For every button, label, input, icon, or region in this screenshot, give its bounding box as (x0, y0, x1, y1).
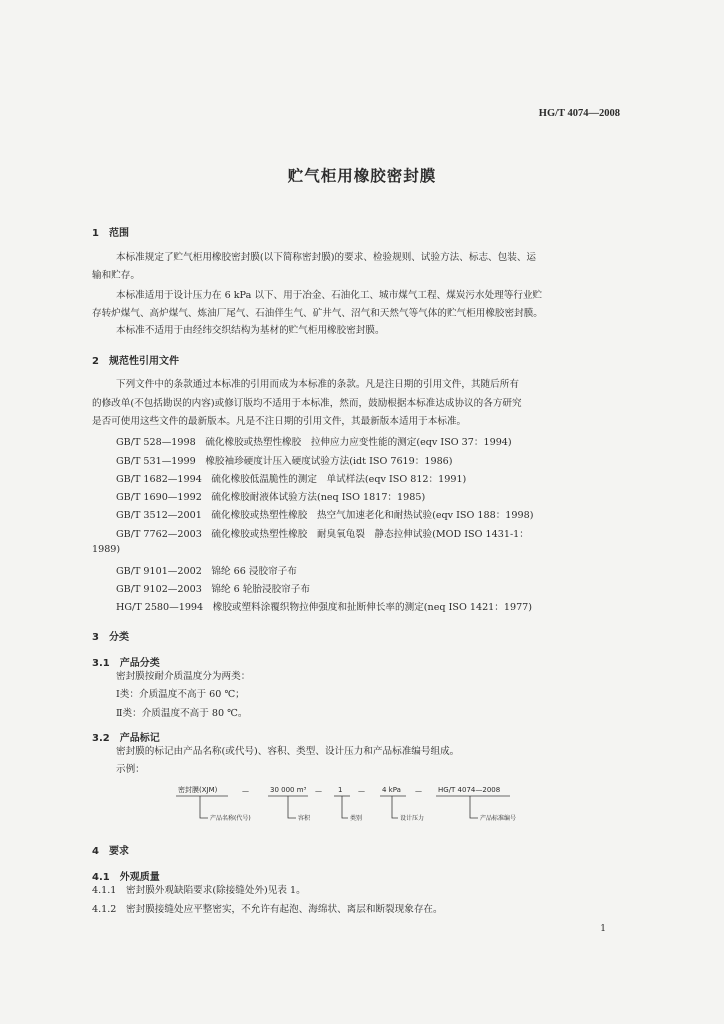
section-1-paragraph-3: 本标准不适用于由经纬交织结构为基材的贮气柜用橡胶密封膜。 (116, 325, 385, 336)
reference-item: GB/T 531—1999 橡胶袖珍硬度计压入硬度试验方法(idt ISO 7619：1986) (116, 456, 453, 467)
standard-code-header: HG/T 4074—2008 (538, 108, 620, 119)
document-title: 贮气柜用橡胶密封膜 (287, 167, 437, 185)
section-2-paragraph-a: 下列文件中的条款通过本标准的引用而成为本标准的条款。凡是注日期的引用文件，其随后所有 (116, 379, 519, 390)
section-3-1-class-2: Ⅱ类：介质温度不高于 80 ℃。 (116, 708, 248, 719)
section-4-1-1: 4.1.1 密封膜外观缺陷要求(除接缝处外)见表 1。 (92, 885, 306, 896)
marking-dash: — (315, 787, 322, 795)
section-1-heading: 1 范围 (92, 228, 129, 239)
reference-item: GB/T 9102—2003 锦纶 6 轮胎浸胶帘子布 (116, 584, 310, 595)
label-standard: 产品标准编号 (480, 815, 517, 822)
section-3-1-class-1: Ⅰ类：介质温度不高于 60 ℃； (116, 689, 245, 700)
page-number: 1 (600, 924, 606, 934)
section-3-2-example-label: 示例： (116, 764, 145, 775)
marking-dash: — (415, 787, 422, 795)
reference-item: HG/T 2580—1994 橡胶或塑料涂覆织物拉伸强度和扯断伸长率的测定(neq ISO 1421：1977) (116, 602, 533, 613)
label-type: 类别 (350, 815, 363, 822)
marking-example-diagram (170, 782, 550, 832)
reference-item: GB/T 7762—2003 硫化橡胶或热塑性橡胶 耐臭氧龟裂 静态拉伸试验(MOD ISO 1431-1： (116, 529, 529, 540)
section-2-paragraph-c: 是否可使用这些文件的最新版本。凡是不注日期的引用文件，其最新版本适用于本标准。 (92, 416, 467, 427)
section-3-2-text: 密封膜的标记由产品名称(或代号)、容积、类型、设计压力和产品标准编号组成。 (116, 746, 460, 757)
reference-item: GB/T 1682—1994 硫化橡胶低温脆性的测定 单试样法(eqv ISO 812：1991) (116, 474, 467, 485)
section-2-paragraph-b: 的修改单(不包括勘误的内容)或修订版均不适用于本标准，然而，鼓励根据本标准达成协议的各方研究 (92, 398, 522, 409)
label-volume: 容积 (298, 815, 311, 822)
section-2-heading: 2 规范性引用文件 (92, 356, 179, 367)
marking-volume: 30 000 m³ (270, 786, 307, 794)
marking-pressure: 4 kPa (382, 786, 401, 794)
section-1-paragraph-2a: 本标准适用于设计压力在 6 kPa 以下、用于冶金、石油化工、城市煤气工程、煤炭污水处理等行业贮 (116, 290, 543, 301)
reference-continuation: 1989) (92, 544, 121, 555)
section-4-1-heading: 4.1 外观质量 (92, 872, 160, 883)
marking-dash: — (358, 787, 365, 795)
marking-dash: — (242, 787, 249, 795)
section-3-1-heading: 3.1 产品分类 (92, 658, 160, 669)
section-4-1-2: 4.1.2 密封膜接缝处应平整密实，不允许有起泡、海绵状、离层和断裂现象存在。 (92, 904, 443, 915)
section-3-heading: 3 分类 (92, 632, 129, 643)
section-1-paragraph-1b: 输和贮存。 (92, 270, 140, 281)
label-pressure: 设计压力 (400, 815, 425, 822)
marking-standard: HG/T 4074—2008 (438, 786, 501, 794)
section-3-2-heading: 3.2 产品标记 (92, 733, 160, 744)
section-4-heading: 4 要求 (92, 846, 129, 857)
reference-item: GB/T 528—1998 硫化橡胶或热塑性橡胶 拉伸应力应变性能的测定(eqv ISO 37：1994) (116, 437, 512, 448)
section-3-1-text: 密封膜按耐介质温度分为两类： (116, 671, 251, 682)
marking-type: 1 (338, 786, 343, 794)
reference-item: GB/T 3512—2001 硫化橡胶或热塑性橡胶 热空气加速老化和耐热试验(eqv ISO 188：1998) (116, 510, 534, 521)
section-1-paragraph-1a: 本标准规定了贮气柜用橡胶密封膜(以下简称密封膜)的要求、检验规则、试验方法、标志、包装、运 (116, 252, 537, 263)
reference-item: GB/T 9101—2002 锦纶 66 浸胶帘子布 (116, 566, 297, 577)
reference-item: GB/T 1690—1992 硫化橡胶耐液体试验方法(neq ISO 1817：1985) (116, 492, 426, 503)
marking-name: 密封膜(XJM) (178, 786, 218, 794)
label-product-name: 产品名称(代号) (210, 815, 251, 822)
section-1-paragraph-2b: 存转炉煤气、高炉煤气、炼油厂尾气、石油伴生气、矿井气、沼气和天然气等气体的贮气柜用橡胶密封膜。 (92, 308, 543, 319)
